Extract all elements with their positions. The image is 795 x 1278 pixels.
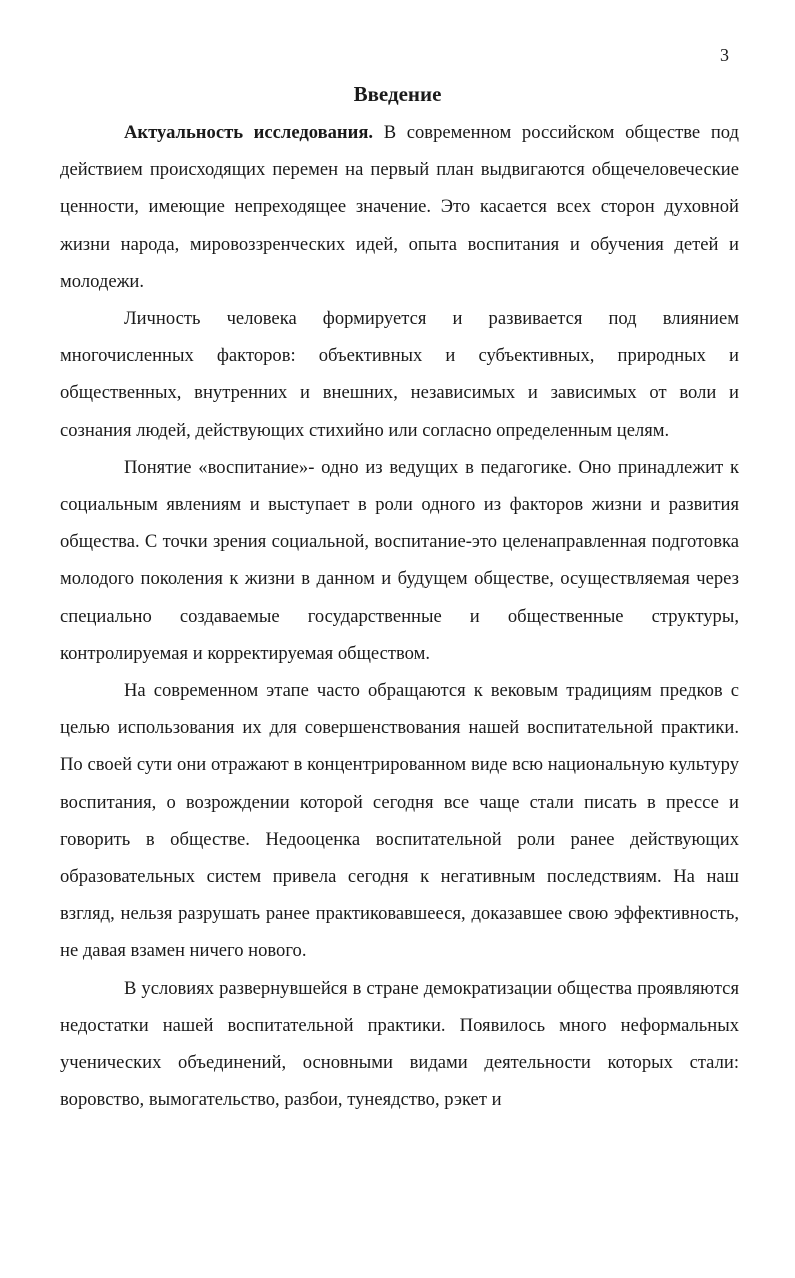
- section-title: Введение: [353, 82, 442, 106]
- page-number: 3: [720, 45, 729, 65]
- paragraph-traditions: На современном этапе часто обращаются к вековым традициям предков с целью использования их для совершенствования нашей воспитательной практики. По своей сути они отражают в концентрированном виде всю национальную культуру воспитания, о возрождении которой сегодня все чаще стали писать в прессе и говорить в обществе. Недооценка воспитательной роли ранее действующих образовательных систем привела сегодня к негативным последствиям. На наш взгляд, нельзя разрушать ранее практиковавшееся, доказавшее свою эффективность, не давая взамен ничего нового.: [60, 680, 739, 962]
- paragraph-lead: Актуальность исследования.: [124, 122, 374, 143]
- paragraph-democratization: В условиях развернувшейся в стране демократизации общества проявляются недостатки нашей воспитательной практики. Появилось много неформальных ученических объединений, основными видами деятельности которых стали: воровство, вымогательство, разбои, тунеядство, рэкет и: [60, 977, 739, 1111]
- paragraph-text: В современном российском обществе под действием происходящих перемен на первый план выдвигаются общечеловеческие ценности, имеющие непреходящее значение. Это касается всех сторон духовной жизни народа, мировоззренческих идей, опыта воспитания и обучения детей и молодежи.: [60, 122, 739, 292]
- paragraph-relevance: [60, 114, 739, 300]
- body-text: [60, 114, 739, 1118]
- paragraph-upbringing-concept: Понятие «воспитание»- одно из ведущих в педагогике. Оно принадлежит к социальным явлениям и выступает в роли одного из факторов жизни и развития общества. С точки зрения социальной, воспитание-это целенаправленная подготовка молодого поколения к жизни в данном и будущем обществе, осуществляемая через специально создаваемые государственные и общественные структуры, контролируемая и корректируемая обществом.: [60, 456, 739, 664]
- paragraph-personality: Личность человека формируется и развивается под влиянием многочисленных факторов: объективных и субъективных, природных и общественных, внутренних и внешних, независимых и зависимых от воли и сознания людей, действующих стихийно или согласно определенным целям.: [60, 308, 739, 441]
